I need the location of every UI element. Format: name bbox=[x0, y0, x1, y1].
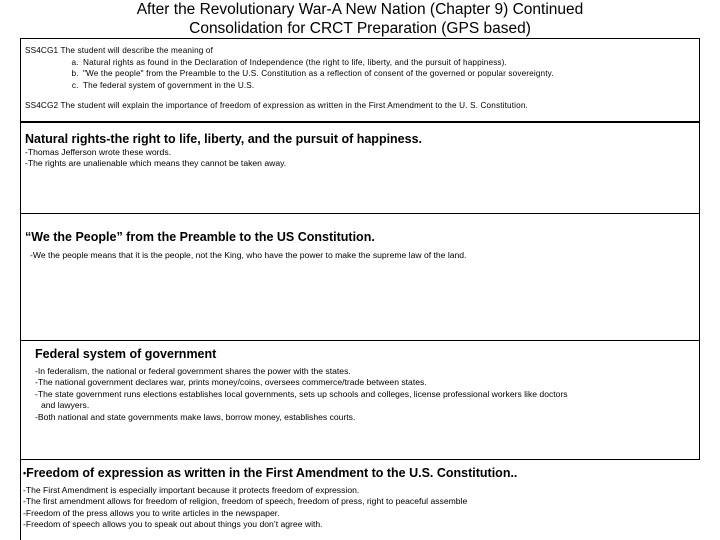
bullet-icon: • bbox=[23, 468, 27, 478]
standard-item: b. "We the people" from the Preamble to the U.S. Constitution as a reflection of consent of the governed or popular sovereignty. bbox=[81, 68, 695, 80]
section-natural-rights bbox=[20, 122, 700, 214]
list-item: -Thomas Jefferson wrote these words. bbox=[25, 147, 171, 157]
list-item: -Both national and state governments make laws, borrow money, establishes courts. bbox=[35, 411, 356, 422]
section-heading-row bbox=[23, 466, 700, 481]
section-freedom-of-expression bbox=[20, 460, 700, 540]
section-heading: “We the People” from the Preamble to the US Constitution. bbox=[25, 230, 375, 244]
section-federal-system bbox=[20, 340, 700, 460]
list-item: -In federalism, the national or federal government shares the power with the states. bbox=[35, 366, 351, 376]
section-points bbox=[25, 147, 695, 170]
list-item: -The First Amendment is especially important because it protects freedom of expression. bbox=[23, 485, 360, 495]
list-item: -The national government declares war, prints money/coins, oversees commerce/trade between states. bbox=[35, 377, 427, 388]
section-we-the-people bbox=[20, 214, 700, 340]
standard-item: a. Natural rights as found in the Declaration of Independence (the right to life, liberty, and the pursuit of happiness). bbox=[81, 57, 695, 69]
section-points bbox=[25, 250, 695, 261]
standards-box bbox=[20, 38, 700, 122]
list-item: -Freedom of speech allows you to speak out about things you don’t agree with. bbox=[23, 519, 323, 530]
standard-ss4cg1-list bbox=[25, 57, 695, 92]
standard-ss4cg1-lead: SS4CG1 The student will describe the meaning of bbox=[25, 46, 214, 55]
section-heading: Natural rights-the right to life, liberty, and the pursuit of happiness. bbox=[25, 132, 423, 146]
list-item: -The state government runs elections establishes local governments, sets up schools and colleges, license professional workers like doctors bbox=[35, 388, 568, 399]
list-item: -The first amendment allows for freedom of religion, freedom of speech, freedom of press, right to peaceful assemble bbox=[23, 496, 468, 507]
standard-ss4cg2: SS4CG2 The student will explain the importance of freedom of expression as written in the First Amendment to the U. S. Constitution. bbox=[25, 101, 528, 111]
title-line-1: After the Revolutionary War-A New Nation (Chapter 9) Continued bbox=[136, 1, 584, 18]
list-item: -The rights are unalienable which means they cannot be taken away. bbox=[25, 158, 287, 169]
list-item: -Freedom of the press allows you to write articles in the newspaper. bbox=[23, 507, 280, 518]
title-line-2: Consolidation for CRCT Preparation (GPS based) bbox=[20, 19, 700, 39]
page-title bbox=[20, 0, 700, 39]
list-item: -We the people means that it is the people, not the King, who have the power to make the supreme law of the land. bbox=[30, 250, 467, 260]
section-points bbox=[23, 485, 700, 531]
section-heading: Freedom of expression as written in the First Amendment to the U.S. Constitution.. bbox=[26, 466, 518, 480]
section-heading: Federal system of government bbox=[35, 347, 217, 361]
standard-item: c. The federal system of government in the U.S. bbox=[81, 80, 695, 92]
section-points bbox=[35, 366, 685, 423]
list-item: and lawyers. bbox=[41, 400, 90, 411]
